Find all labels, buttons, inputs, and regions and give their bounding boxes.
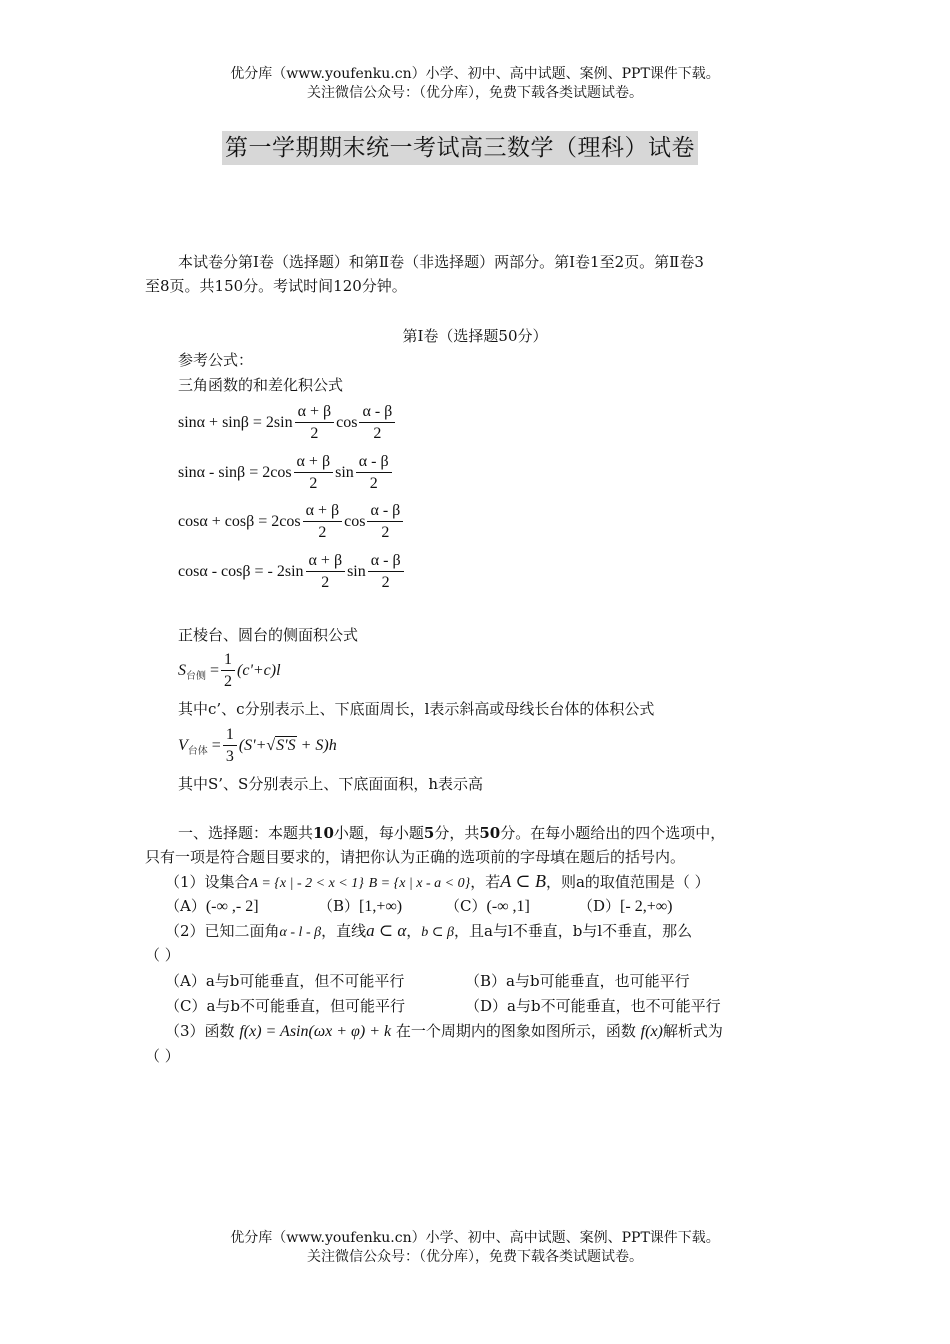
intro-line-2: 至8页。共150分。考试时间120分钟。 <box>145 277 407 295</box>
formula-lhs: sinα - sinβ = 2cos <box>178 464 292 482</box>
text: 解析式为 <box>662 1022 723 1040</box>
question-3 <box>165 1020 723 1043</box>
q2-option-a: （A）a与b可能垂直，但不可能平行 <box>165 972 405 990</box>
numerator: α - β <box>359 402 395 423</box>
text: 在一个周期内的图象如图所示，函数 <box>395 1022 636 1040</box>
q2-option-d: （D）a与b不可能垂直，也不可能平行 <box>465 997 721 1015</box>
formula-3 <box>178 501 405 544</box>
fraction <box>223 725 237 768</box>
intro-line-1: 本试卷分第Ⅰ卷（选择题）和第Ⅱ卷（非选择题）两部分。第Ⅰ卷1至2页。第Ⅱ卷3 <box>178 253 704 271</box>
text: （2）已知二面角 <box>165 922 280 940</box>
sqrt-content: S'S <box>276 737 296 755</box>
q3-paren: （ ） <box>145 1047 180 1065</box>
denominator: 2 <box>309 475 318 492</box>
trig-label: 三角函数的和差化积公式 <box>178 376 344 394</box>
formula-mid: sin <box>335 464 354 482</box>
formula-lhs: cosα + cosβ = 2cos <box>178 513 301 531</box>
fraction <box>221 650 235 693</box>
q1-option-d <box>578 895 672 918</box>
denominator: 2 <box>369 475 378 492</box>
fraction <box>306 551 346 594</box>
math: A = {x | - 2 < x < 1} <box>249 876 364 891</box>
sqrt-sign: √ <box>266 737 276 755</box>
denominator: 3 <box>225 748 234 765</box>
label: （A） <box>165 897 206 915</box>
math: [1,+∞) <box>359 898 403 915</box>
text: 一、选择题：本题共 <box>178 824 314 842</box>
fraction <box>367 501 403 544</box>
numerator: α + β <box>295 402 335 423</box>
subscript: 台体 <box>187 746 208 758</box>
symbol-v: V <box>178 737 188 755</box>
text: （1）设集合 <box>165 873 250 891</box>
lateral-label: 正棱台、圆台的侧面积公式 <box>178 626 359 644</box>
subscript: 台侧 <box>186 671 206 683</box>
text: ， <box>406 922 422 940</box>
lateral-formula <box>178 650 281 693</box>
numerator: α + β <box>294 452 334 473</box>
numerator: α - β <box>356 452 392 473</box>
denominator: 2 <box>318 524 327 541</box>
equals: = <box>210 662 220 680</box>
denominator: 2 <box>373 425 382 442</box>
numerator: α - β <box>367 501 403 522</box>
formula-rest: (c'+c)l <box>237 662 281 680</box>
numerator: 1 <box>221 650 235 671</box>
q1-option-a <box>165 895 259 918</box>
text: 分，共 <box>434 824 480 842</box>
text: ，直线 <box>321 922 367 940</box>
numerator: α - β <box>368 551 404 572</box>
fraction <box>294 452 334 495</box>
math: A ⊂ B <box>500 871 546 891</box>
equals: = <box>211 737 221 755</box>
math: (-∞ ,- 2] <box>205 898 259 915</box>
page-title: 第一学期期末统一考试高三数学（理科）试卷 <box>222 131 698 165</box>
volume-formula <box>178 725 337 768</box>
math: (-∞ ,1] <box>486 898 530 915</box>
formula-post: + S)h <box>296 737 337 755</box>
section1-instructions-line2: 只有一项是符合题目要求的，请把你认为正确的选项前的字母填在题后的括号内。 <box>145 848 686 866</box>
text: 分。在每小题给出的四个选项中， <box>500 824 726 842</box>
text: 小题，每小题 <box>333 824 424 842</box>
formula-lhs: cosα - cosβ = - 2sin <box>178 563 304 581</box>
denominator: 2 <box>310 425 319 442</box>
text: ，且a与l不垂直，b与l不垂直，那么 <box>454 922 693 940</box>
denominator: 2 <box>381 574 390 591</box>
formula-1 <box>178 402 397 445</box>
total: 50 <box>479 824 501 842</box>
denominator: 2 <box>381 524 390 541</box>
formula-2 <box>178 452 394 495</box>
section1-instructions <box>178 822 725 844</box>
lateral-note: 其中c’、c分别表示上、下底面周长，l表示斜高或母线长台体的体积公式 <box>178 700 655 718</box>
label: （B） <box>318 897 360 915</box>
math: α - l - β <box>279 925 322 940</box>
count: 10 <box>313 824 334 842</box>
formula-pre: (S'+ <box>238 737 267 755</box>
points: 5 <box>423 824 435 842</box>
q1-option-c <box>445 895 530 918</box>
fraction <box>359 402 395 445</box>
q2-paren: （ ） <box>145 946 180 964</box>
q2-option-b: （B）a与b可能垂直，也可能平行 <box>465 972 690 990</box>
numerator: α + β <box>306 551 346 572</box>
section1-title: 第Ⅰ卷（选择题50分） <box>402 327 548 345</box>
math: f(x) = Asin(ωx + φ) + k <box>239 1023 392 1040</box>
volume-note: 其中S’、S分别表示上、下底面面积，h表示高 <box>178 775 483 793</box>
text: （3）函数 <box>165 1022 235 1040</box>
fraction <box>295 402 335 445</box>
math: b ⊂ β <box>421 925 454 940</box>
label: （D） <box>578 897 621 915</box>
fraction <box>303 501 343 544</box>
numerator: α + β <box>303 501 343 522</box>
text: ，则a的取值范围是（ ） <box>545 873 710 891</box>
denominator: 2 <box>321 574 330 591</box>
math: [- 2,+∞) <box>620 898 673 915</box>
symbol-s: S <box>178 662 186 680</box>
numerator: 1 <box>223 725 237 746</box>
footer-line-1: 优分库（www.youfenku.cn）小学、初中、高中试题、案例、PPT课件下载。 <box>230 1230 720 1246</box>
footer-line-2: 关注微信公众号：（优分库），免费下载各类试题试卷。 <box>307 1249 643 1265</box>
math: f(x) <box>640 1023 663 1040</box>
text: ，若 <box>470 873 501 891</box>
question-1 <box>165 870 710 895</box>
label: （C） <box>445 897 487 915</box>
fraction <box>356 452 392 495</box>
ref-label: 参考公式： <box>178 351 254 369</box>
q1-option-b <box>318 895 402 918</box>
header-line-1: 优分库（www.youfenku.cn）小学、初中、高中试题、案例、PPT课件下载。 <box>230 66 720 82</box>
math: a ⊂ α <box>366 921 407 940</box>
formula-mid: cos <box>344 513 366 531</box>
fraction <box>368 551 404 594</box>
formula-mid: cos <box>336 414 358 432</box>
question-2 <box>165 920 692 944</box>
header-line-2: 关注微信公众号：（优分库），免费下载各类试题试卷。 <box>307 85 643 101</box>
q2-option-c: （C）a与b不可能垂直，但可能平行 <box>165 997 406 1015</box>
formula-lhs: sinα + sinβ = 2sin <box>178 414 293 432</box>
math: B = {x | x - a < 0} <box>368 876 471 891</box>
denominator: 2 <box>224 673 233 690</box>
formula-4 <box>178 551 406 594</box>
formula-mid: sin <box>347 563 366 581</box>
